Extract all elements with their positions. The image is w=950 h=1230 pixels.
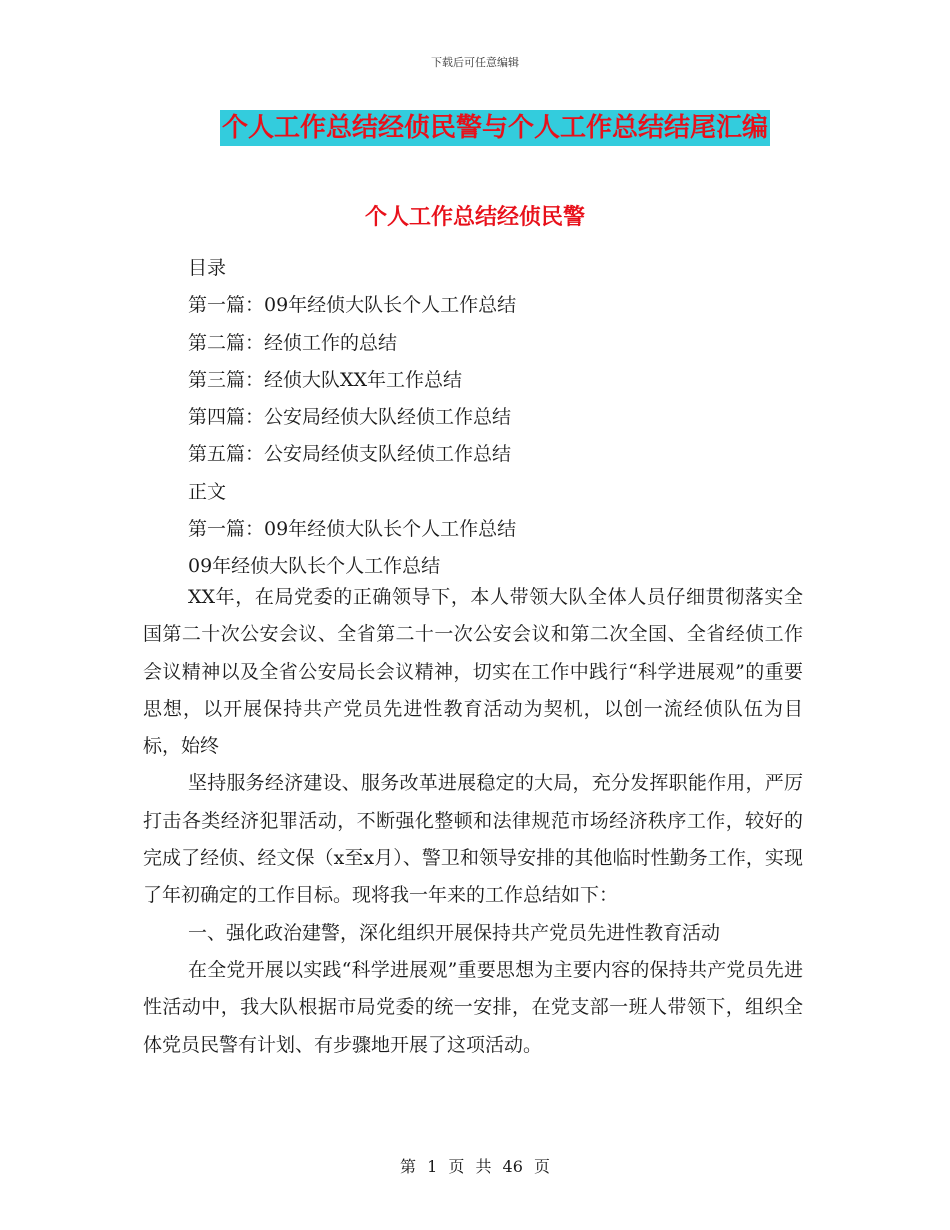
body-paragraph: 在全党开展以实践“科学进展观”重要思想为主要内容的保持共产党员先进性活动中，我大队根据市局党委的统一安排，在党支部一班人带领下，组织全体党员民警有计划、有步骤地开展了这项活动。 [143,958,803,1056]
toc-line: 第三篇：经侦大队XX年工作总结 [188,368,463,391]
page-header-note: 下载后可任意编辑 [431,56,519,69]
toc-line: 正文 [188,480,227,503]
page-footer: 第 1 页 共 46 页 [400,1157,550,1176]
toc-line: 第一篇：09年经侦大队长个人工作总结 [188,294,517,317]
section-title: 个人工作总结经侦民警 [364,204,585,230]
body-paragraph: XX年，在局党委的正确领导下，本人带领大队全体人员仔细贯彻落实全国第二十次公安会议、全省第二十一次公安会议和第二次全国、全省经侦工作会议精神以及全省公安局长会议精神，切实在工作中践行“科学进展观”的重要思想，以开展保持共产党员先进性教育活动为契机，以创一流经侦队伍为目标，始终 [143,586,803,758]
toc-line: 第一篇：09年经侦大队长个人工作总结 [188,518,517,541]
body-paragraph: 坚持服务经济建设、服务改革进展稳定的大局，充分发挥职能作用，严厉打击各类经济犯罪活动，不断强化整顿和法律规范市场经济秩序工作，较好的完成了经侦、经文保（x至x月）、警卫和领导安排的其他临时性勤务工作，实现了年初确定的工作目标。现将我一年来的工作总结如下： [143,772,803,907]
table-of-contents [188,250,516,586]
body-paragraph: 一、强化政治建警，深化组织开展保持共产党员先进性教育活动 [188,921,721,944]
toc-line: 09年经侦大队长个人工作总结 [188,555,441,578]
document-main-title: 个人工作总结经侦民警与个人工作总结结尾汇编 [220,110,770,146]
toc-line: 第五篇：公安局经侦支队经侦工作总结 [188,443,512,466]
document-body [143,579,803,1064]
toc-line: 第四篇：公安局经侦大队经侦工作总结 [188,406,512,429]
toc-line: 目录 [188,257,227,279]
toc-line: 第二篇：经侦工作的总结 [188,331,398,354]
